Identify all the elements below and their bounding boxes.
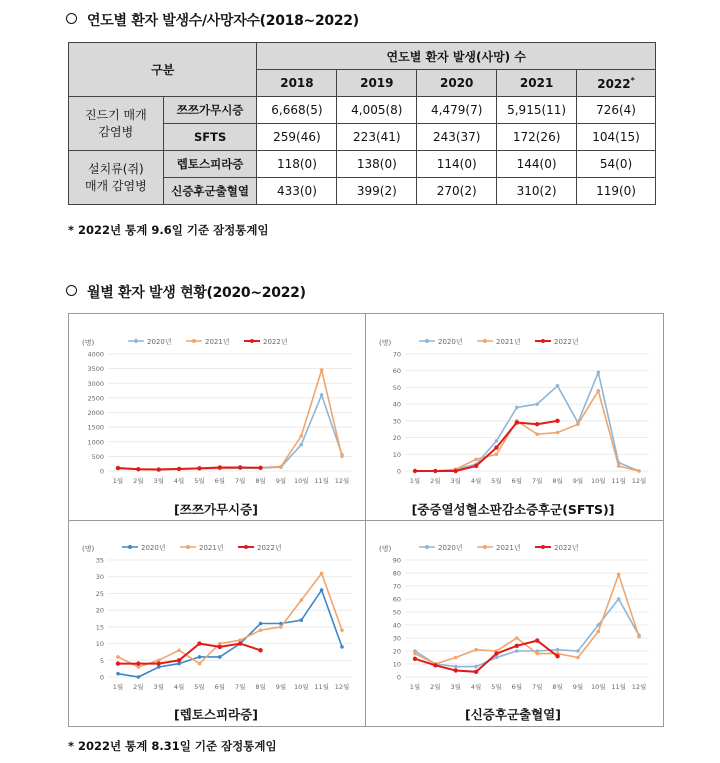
data-point	[218, 655, 222, 659]
data-point	[137, 675, 141, 679]
legend-label: 2021년	[199, 544, 224, 552]
data-point	[279, 625, 283, 629]
data-point	[136, 467, 140, 471]
x-tick-label: 5월	[491, 683, 502, 691]
x-tick-label: 7월	[531, 683, 543, 691]
data-point	[535, 432, 539, 436]
data-point	[535, 402, 539, 406]
x-tick-label: 2월	[430, 683, 441, 691]
data-point	[556, 431, 560, 435]
y-tick-label: 1500	[87, 423, 104, 432]
data-point	[218, 645, 222, 649]
data-point	[320, 588, 324, 592]
y-tick-label: 40	[392, 621, 401, 630]
chart-tsutsugamushi	[70, 316, 362, 491]
legend-marker	[541, 339, 545, 343]
data-point	[198, 662, 202, 666]
data-point	[413, 657, 417, 661]
table-cell: 259(46)	[257, 124, 337, 151]
circle-bullet-icon	[66, 285, 77, 296]
x-tick-label: 6월	[511, 477, 523, 485]
data-point	[515, 644, 519, 648]
disease-name: 렙토스피라증	[163, 151, 257, 178]
x-tick-label: 10월	[590, 683, 606, 691]
table-cell: 4,005(8)	[337, 97, 417, 124]
chart-title: [렙토스피라증]	[174, 707, 258, 722]
x-tick-label: 8월	[552, 683, 563, 691]
data-point	[576, 649, 580, 653]
data-point	[474, 670, 478, 674]
y-tick-label: 30	[95, 573, 104, 582]
y-tick-label: 1000	[87, 438, 104, 447]
data-point	[299, 618, 303, 622]
x-tick-label: 10월	[590, 477, 606, 485]
legend-label: 2020년	[141, 544, 166, 552]
legend-label: 2020년	[147, 338, 172, 346]
y-tick-label: 3000	[87, 379, 104, 388]
x-tick-label: 6월	[511, 683, 523, 691]
data-point	[413, 652, 417, 656]
x-tick-label: 2월	[133, 683, 144, 691]
table-row	[69, 97, 656, 124]
legend-marker	[250, 339, 254, 343]
y-tick-label: 5	[99, 656, 104, 665]
data-point	[474, 648, 478, 652]
data-point	[116, 655, 120, 659]
data-point	[259, 622, 263, 626]
x-tick-label: 5월	[194, 477, 205, 485]
data-point	[279, 465, 283, 469]
section-title: 월별 환자 발생 현황(2020~2022)	[87, 285, 306, 301]
x-tick-label: 9월	[275, 683, 287, 691]
y-tick-label: 30	[392, 417, 401, 426]
table-cell: 223(41)	[337, 124, 417, 151]
disease-name: SFTS	[163, 124, 257, 151]
data-point	[617, 597, 621, 601]
header-group: 연도별 환자 발생(사망) 수	[257, 43, 656, 70]
x-tick-label: 6월	[214, 683, 226, 691]
legend-marker	[134, 339, 138, 343]
group-name-line2: 매개 감염병	[84, 178, 147, 193]
table-cell: 138(0)	[337, 151, 417, 178]
table-cell: 433(0)	[257, 178, 337, 205]
data-point	[535, 652, 539, 656]
x-tick-label: 4월	[470, 683, 482, 691]
x-tick-label: 12월	[334, 683, 350, 691]
y-axis-unit: (명)	[82, 545, 95, 553]
x-tick-label: 4월	[173, 683, 185, 691]
data-point	[515, 406, 519, 410]
legend-label: 2021년	[496, 338, 521, 346]
x-tick-label: 12월	[334, 477, 350, 485]
footnote-charts: * 2022년 통계 8.31일 기준 잠정통계임	[68, 739, 277, 753]
x-tick-label: 2월	[133, 477, 144, 485]
circle-bullet-icon	[66, 13, 77, 24]
x-tick-label: 9월	[275, 477, 287, 485]
data-point	[617, 573, 621, 577]
group-name-line1: 설치류(쥐)	[87, 161, 144, 176]
y-tick-label: 40	[392, 400, 401, 409]
x-tick-label: 1월	[409, 477, 421, 485]
y-tick-label: 2500	[87, 394, 104, 403]
data-point	[535, 422, 539, 426]
x-tick-label: 1월	[112, 477, 124, 485]
x-tick-label: 12월	[631, 477, 647, 485]
data-point	[454, 665, 458, 669]
y-tick-label: 20	[95, 606, 104, 615]
data-point	[617, 464, 621, 468]
y-tick-label: 20	[392, 434, 401, 443]
y-tick-label: 80	[392, 569, 401, 578]
group-rodent-borne	[69, 151, 164, 205]
chart-sfts	[367, 316, 659, 491]
x-tick-label: 2월	[430, 477, 441, 485]
data-point	[515, 636, 519, 640]
section-title: 연도별 환자 발생수/사망자수(2018~2022)	[87, 13, 359, 29]
table-cell: 144(0)	[497, 151, 577, 178]
legend-marker	[128, 545, 132, 549]
year-header: 2020	[417, 70, 497, 97]
y-tick-label: 90	[392, 556, 401, 565]
data-point	[433, 663, 437, 667]
table-cell: 270(2)	[417, 178, 497, 205]
y-tick-label: 10	[392, 450, 401, 459]
legend-label: 2021년	[496, 544, 521, 552]
data-point	[116, 672, 120, 676]
x-tick-label: 10월	[293, 683, 309, 691]
table-cell: 6,668(5)	[257, 97, 337, 124]
y-tick-label: 70	[392, 582, 401, 591]
table-cell: 4,479(7)	[417, 97, 497, 124]
x-tick-label: 11월	[314, 477, 329, 485]
legend-label: 2021년	[205, 338, 230, 346]
y-axis-unit: (명)	[379, 339, 392, 347]
yearly-stats-table	[68, 42, 656, 205]
legend-marker	[425, 339, 429, 343]
year-header: 2019	[337, 70, 417, 97]
data-point	[535, 638, 539, 642]
data-point	[258, 466, 262, 470]
x-tick-label: 3월	[450, 683, 461, 691]
x-tick-label: 9월	[572, 683, 584, 691]
x-tick-label: 11월	[611, 477, 626, 485]
data-point	[433, 469, 437, 473]
series-line-2021년	[118, 573, 342, 667]
y-tick-label: 35	[95, 556, 104, 565]
chart-leptospirosis	[70, 522, 362, 697]
table-cell: 172(26)	[497, 124, 577, 151]
y-tick-label: 4000	[87, 350, 104, 359]
series-line-2020년	[118, 395, 342, 469]
legend-label: 2022년	[554, 338, 579, 346]
legend-label: 2022년	[554, 544, 579, 552]
data-point	[198, 655, 202, 659]
table-cell: 54(0)	[577, 151, 656, 178]
data-point	[320, 572, 324, 576]
table-cell: 243(37)	[417, 124, 497, 151]
y-tick-label: 50	[392, 383, 401, 392]
legend-marker	[425, 545, 429, 549]
footnote-table: * 2022년 통계 9.6일 기준 잠정통계임	[68, 223, 269, 237]
data-point	[157, 467, 161, 471]
legend-label: 2020년	[438, 338, 463, 346]
data-point	[413, 469, 417, 473]
data-point	[299, 434, 303, 438]
data-point	[556, 384, 560, 388]
data-point	[596, 371, 600, 375]
data-point	[596, 630, 600, 634]
y-tick-label: 3500	[87, 365, 104, 374]
y-tick-label: 0	[396, 673, 401, 682]
section-heading-yearly	[66, 10, 359, 30]
x-tick-label: 3월	[153, 477, 164, 485]
y-tick-label: 0	[396, 467, 401, 476]
y-tick-label: 60	[392, 595, 401, 604]
data-point	[116, 661, 120, 665]
y-tick-label: 2000	[87, 409, 104, 417]
x-tick-label: 7월	[234, 683, 246, 691]
y-tick-label: 50	[392, 608, 401, 617]
y-tick-label: 10	[392, 660, 401, 669]
table-cell: 118(0)	[257, 151, 337, 178]
data-point	[555, 419, 559, 423]
table-cell: 104(15)	[577, 124, 656, 151]
x-tick-label: 11월	[314, 683, 329, 691]
x-tick-label: 8월	[255, 683, 266, 691]
chart-title: [신증후군출혈열]	[465, 707, 561, 722]
data-point	[177, 467, 181, 471]
data-point	[515, 649, 519, 653]
data-point	[320, 368, 324, 372]
x-tick-label: 5월	[194, 683, 205, 691]
x-tick-label: 8월	[255, 477, 266, 485]
data-point	[299, 443, 303, 447]
data-point	[238, 641, 242, 645]
data-point	[116, 466, 120, 470]
legend-marker	[192, 339, 196, 343]
data-point	[474, 458, 478, 462]
chart-title: [쯔쯔가무시증]	[174, 502, 258, 517]
x-tick-label: 1월	[112, 683, 124, 691]
x-tick-label: 3월	[450, 477, 461, 485]
data-point	[177, 658, 181, 662]
data-point	[340, 628, 344, 632]
data-point	[596, 389, 600, 393]
data-point	[340, 455, 344, 459]
year-header: 2018	[257, 70, 337, 97]
y-tick-label: 10	[95, 640, 104, 649]
x-tick-label: 10월	[293, 477, 309, 485]
series-line-2022년	[415, 421, 558, 471]
y-tick-label: 0	[99, 673, 104, 682]
data-point	[637, 635, 641, 639]
y-tick-label: 500	[91, 452, 104, 461]
disease-name: 신증후군출혈열	[163, 178, 257, 205]
y-tick-label: 30	[392, 634, 401, 643]
data-point	[515, 420, 519, 424]
table-cell: 5,915(11)	[497, 97, 577, 124]
y-tick-label: 15	[95, 623, 104, 632]
y-tick-label: 25	[95, 589, 104, 598]
data-point	[238, 465, 242, 469]
data-point	[494, 445, 498, 449]
table-cell: 726(4)	[577, 97, 656, 124]
table-row	[69, 151, 656, 178]
x-tick-label: 9월	[572, 477, 584, 485]
x-tick-label: 7월	[531, 477, 543, 485]
disease-name: 쯔쯔가무시증	[163, 97, 257, 124]
grid-divider-horizontal	[69, 520, 663, 521]
header-category: 구분	[69, 43, 257, 97]
group-name-line2: 감염병	[98, 124, 134, 139]
series-line-2021년	[118, 370, 342, 469]
data-point	[454, 656, 458, 660]
data-point	[495, 656, 499, 660]
y-axis-unit: (명)	[82, 339, 95, 347]
year-header: 2021	[497, 70, 577, 97]
table-cell: 310(2)	[497, 178, 577, 205]
y-tick-label: 60	[392, 367, 401, 376]
data-point	[556, 648, 560, 652]
x-tick-label: 4월	[470, 477, 482, 485]
footnote-mark: *	[630, 75, 635, 85]
data-point	[136, 661, 140, 665]
data-point	[197, 641, 201, 645]
data-point	[258, 648, 262, 652]
y-tick-label: 20	[392, 647, 401, 656]
x-tick-label: 5월	[491, 477, 502, 485]
y-tick-label: 0	[99, 467, 104, 476]
legend-label: 2020년	[438, 544, 463, 552]
data-point	[340, 645, 344, 649]
x-tick-label: 6월	[214, 477, 226, 485]
data-point	[197, 466, 201, 470]
legend-marker	[244, 545, 248, 549]
year-header-2022	[577, 70, 656, 97]
data-point	[218, 465, 222, 469]
data-point	[157, 661, 161, 665]
x-tick-label: 4월	[173, 477, 185, 485]
data-point	[576, 422, 580, 426]
chart-title: [중증열성혈소판감소증후군(SFTS)]	[411, 502, 615, 517]
x-tick-label: 12월	[631, 683, 647, 691]
data-point	[495, 452, 499, 456]
data-point	[555, 654, 559, 658]
table-cell: 114(0)	[417, 151, 497, 178]
section-heading-monthly	[66, 282, 306, 302]
legend-marker	[541, 545, 545, 549]
chart-hfrs	[367, 522, 659, 697]
data-point	[299, 598, 303, 602]
year-label: 2022	[597, 76, 631, 91]
legend-marker	[483, 545, 487, 549]
data-point	[454, 668, 458, 672]
data-point	[474, 464, 478, 468]
legend-marker	[483, 339, 487, 343]
x-tick-label: 1월	[409, 683, 421, 691]
group-tick-borne	[69, 97, 164, 151]
data-point	[259, 628, 263, 632]
data-point	[637, 469, 641, 473]
x-tick-label: 7월	[234, 477, 246, 485]
data-point	[494, 651, 498, 655]
table-cell: 399(2)	[337, 178, 417, 205]
data-point	[495, 439, 499, 443]
table-cell: 119(0)	[577, 178, 656, 205]
legend-marker	[186, 545, 190, 549]
legend-label: 2022년	[263, 338, 288, 346]
data-point	[474, 665, 478, 669]
data-point	[576, 656, 580, 660]
group-name-line1: 진드기 매개	[84, 107, 147, 122]
y-axis-unit: (명)	[379, 545, 392, 553]
x-tick-label: 8월	[552, 477, 563, 485]
y-tick-label: 70	[392, 350, 401, 359]
data-point	[177, 648, 181, 652]
x-tick-label: 3월	[153, 683, 164, 691]
data-point	[454, 469, 458, 473]
data-point	[320, 393, 324, 397]
legend-label: 2022년	[257, 544, 282, 552]
x-tick-label: 11월	[611, 683, 626, 691]
